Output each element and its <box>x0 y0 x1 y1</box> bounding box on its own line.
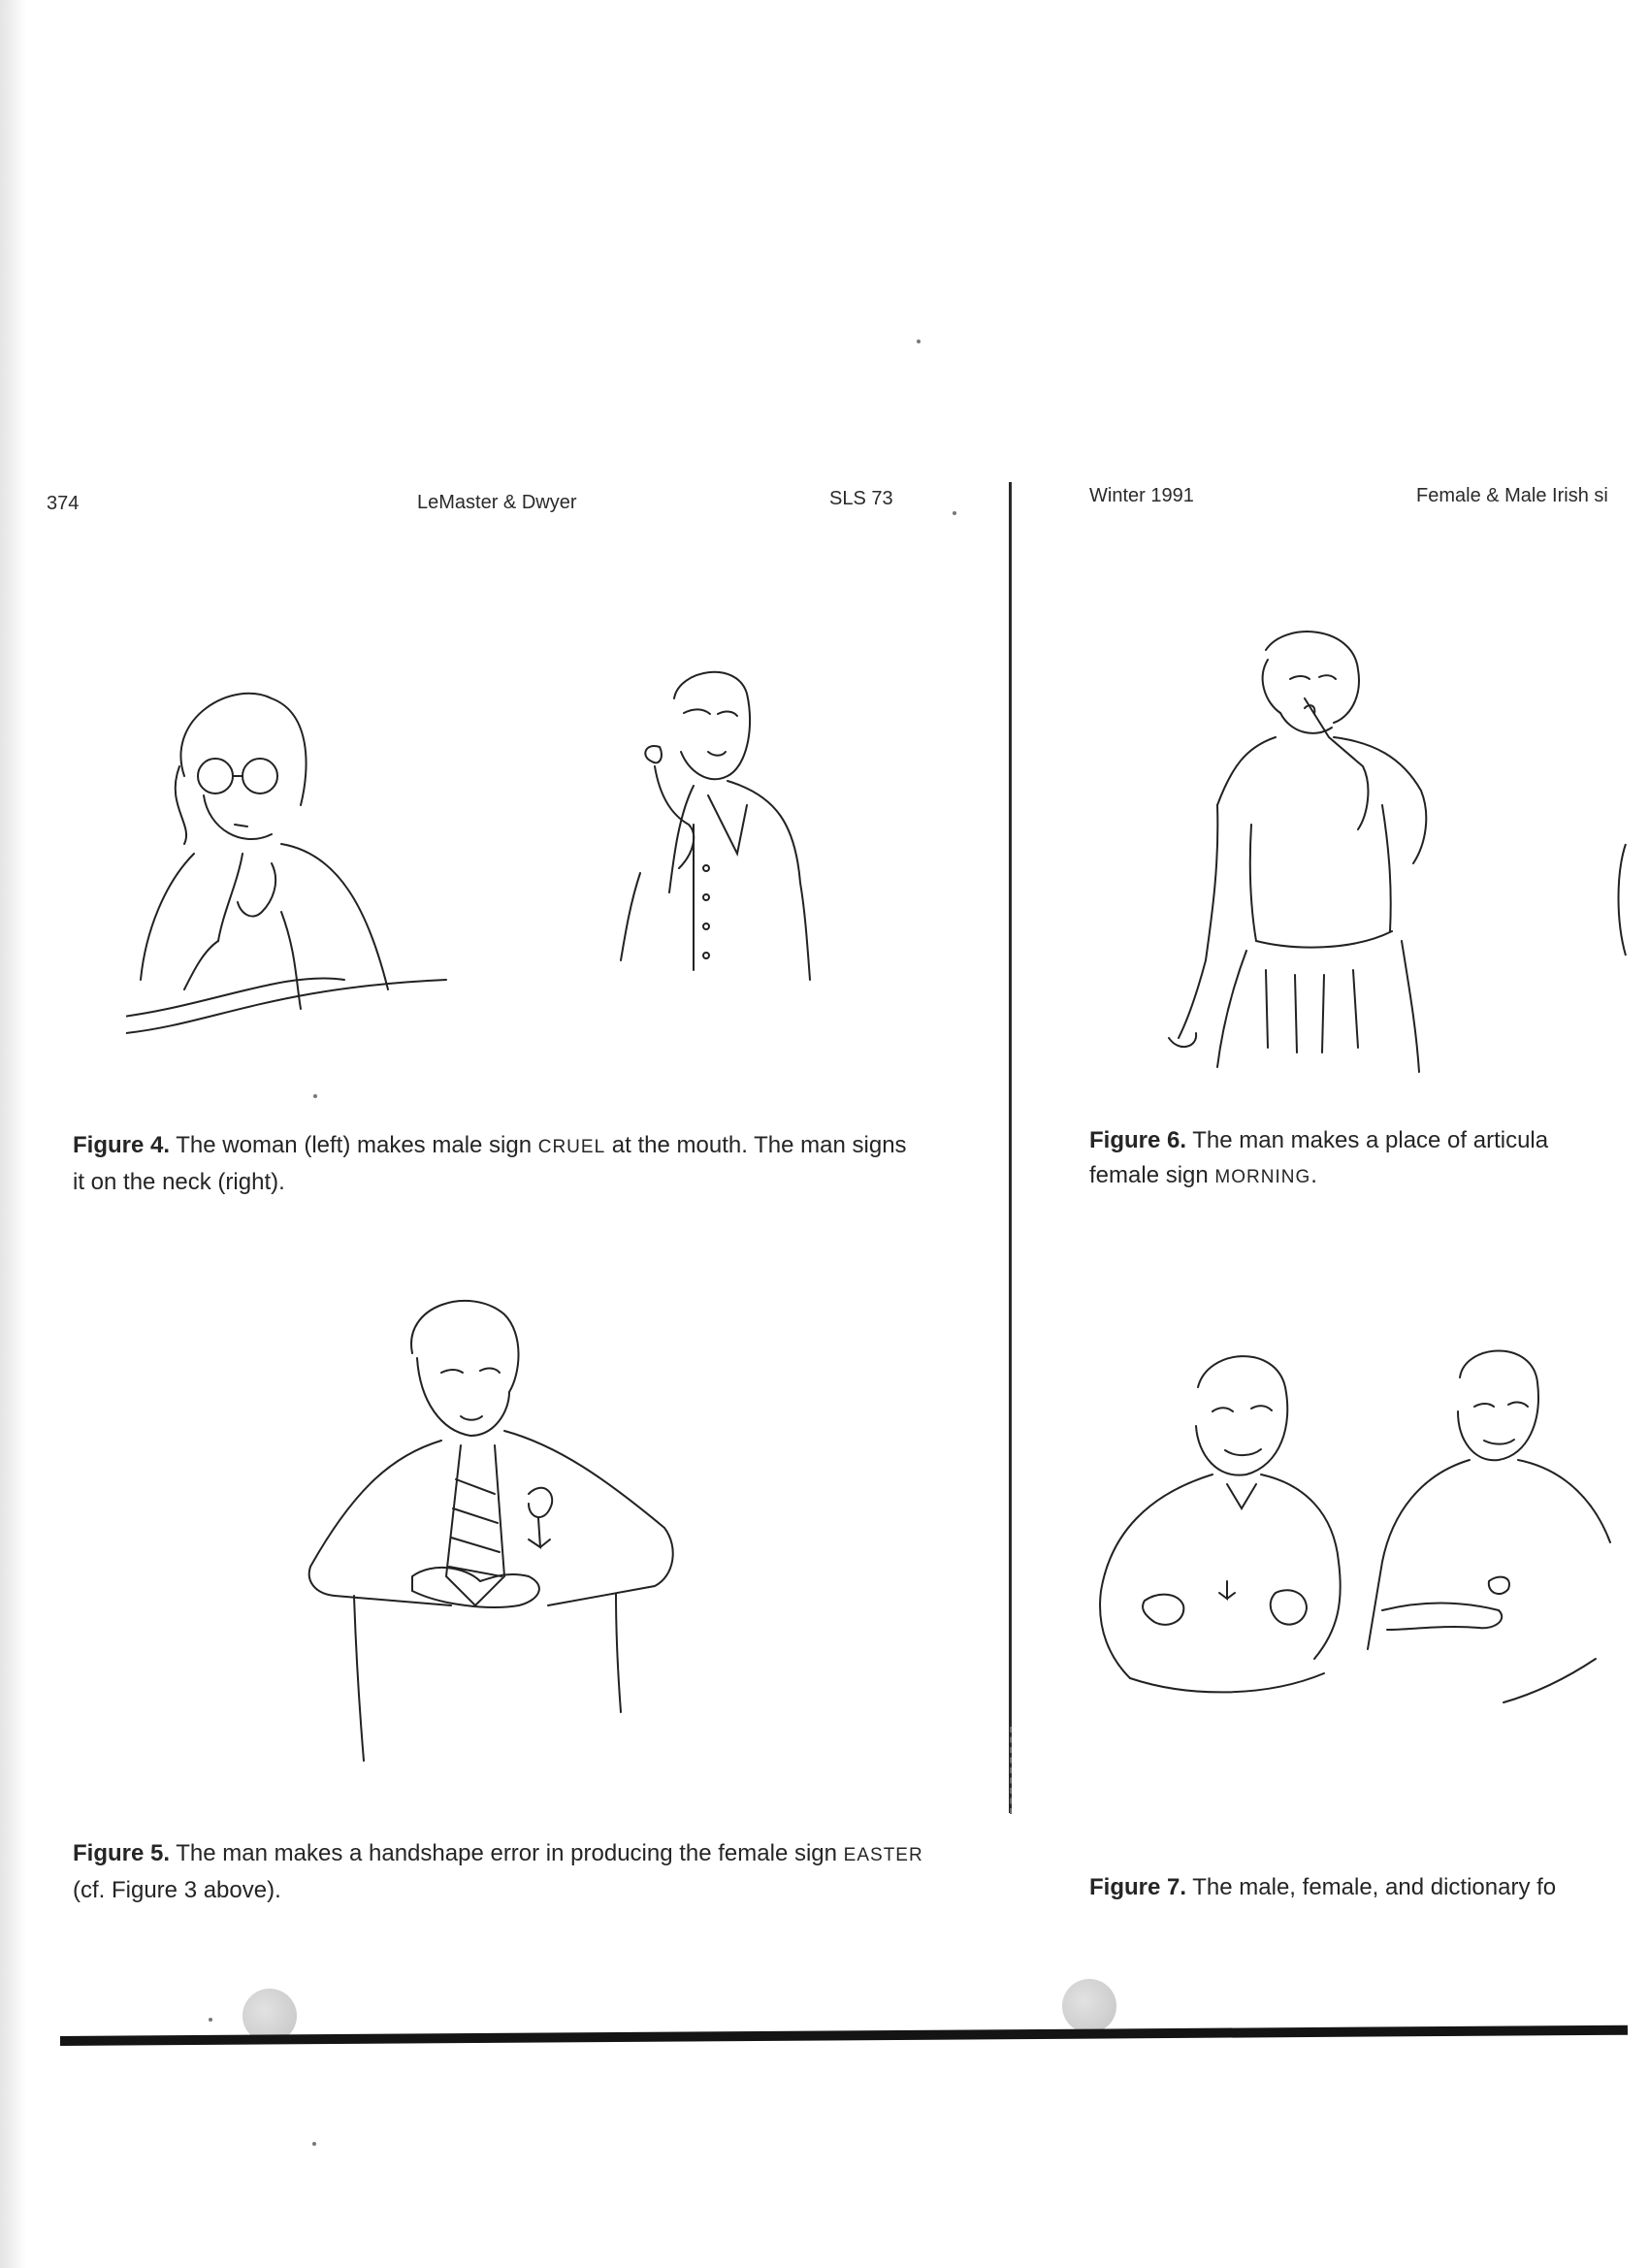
scan-speck <box>313 1094 317 1098</box>
figure-6-text-a: female sign <box>1089 1162 1215 1188</box>
figure-5-text-a: The man makes a handshape error in producing the female sign <box>170 1840 844 1866</box>
running-head-journal: SLS 73 <box>829 488 893 509</box>
figure-4-man-illustration <box>601 660 854 989</box>
bottom-edge-rule <box>60 2025 1628 2046</box>
figure-6-sign: MORNING <box>1214 1167 1311 1187</box>
page-gutter-dashes <box>1010 1727 1012 1814</box>
figure-6-caption <box>1089 1123 1628 1195</box>
running-head-authors: LeMaster & Dwyer <box>417 492 577 513</box>
figure-7-caption <box>1089 1870 1628 1905</box>
page-number: 374 <box>47 493 80 514</box>
scan-speck <box>917 340 921 343</box>
figure-4-sign: CRUEL <box>537 1137 606 1157</box>
figure-6-line-1: The man makes a place of articula <box>1186 1127 1549 1153</box>
figure-5-illustration <box>296 1285 723 1770</box>
figure-6-label: Figure 6. <box>1089 1127 1187 1153</box>
figure-5-label: Figure 5. <box>73 1840 171 1866</box>
figure-7-text-a: The male, female, and dictionary fo <box>1186 1874 1557 1900</box>
page-gutter-line <box>1009 482 1012 1813</box>
figure-7-illustration <box>1052 1339 1630 1736</box>
figure-4-caption <box>73 1128 917 1200</box>
scan-speck <box>209 2018 212 2022</box>
figure-6-illustration <box>1159 621 1450 1077</box>
figure-4-text-a: The woman (left) makes male sign <box>170 1132 538 1158</box>
figure-6-text-b: . <box>1310 1162 1317 1188</box>
figure-5-text-b: (cf. Figure 3 above). <box>73 1877 281 1903</box>
scan-speck <box>953 511 956 515</box>
figure-7-label: Figure 7. <box>1089 1874 1187 1900</box>
scan-edge-shadow <box>0 0 27 2268</box>
figure-4-text-b: at the mouth. The man signs it on the neck (right). <box>73 1132 907 1195</box>
figure-4-label: Figure 4. <box>73 1132 171 1158</box>
figure-4-illustration <box>126 660 475 1057</box>
punch-hole-right <box>1062 1979 1116 2033</box>
figure-5-caption <box>73 1836 926 1908</box>
figure-5-sign: EASTER <box>843 1845 923 1865</box>
running-head-date: Winter 1991 <box>1089 485 1194 506</box>
figure-6-partial-figure <box>1612 834 1630 960</box>
running-head-title: Female & Male Irish si <box>1416 485 1608 506</box>
scan-speck <box>312 2142 316 2146</box>
